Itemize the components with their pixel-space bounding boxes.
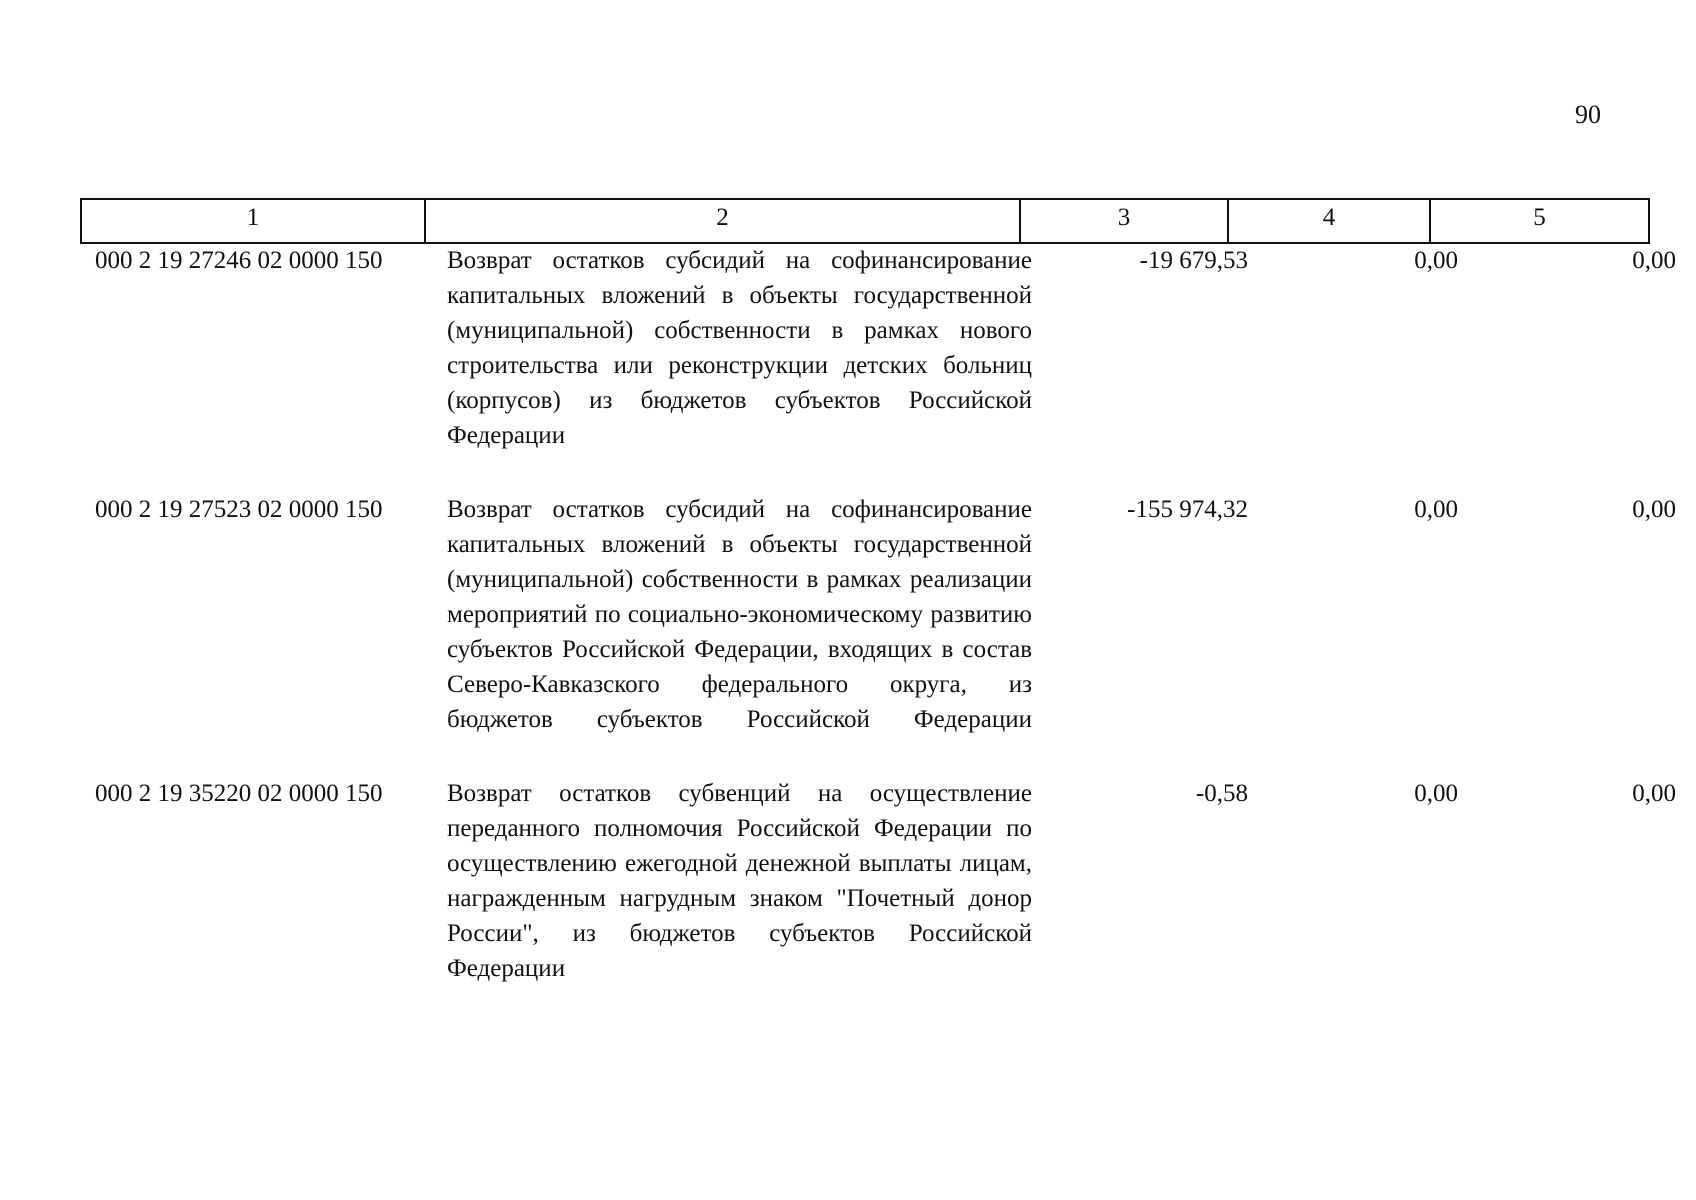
page-number: 90: [1575, 100, 1601, 129]
value-col4: 0,00: [1414, 780, 1458, 807]
value-col4: 0,00: [1414, 496, 1458, 523]
row-description: [435, 776, 1038, 1021]
budget-table: [80, 243, 1694, 1021]
description-text: Возврат остатков субсидий на софинансирование капитальных вложений в объекты государственной (муниципальной) собственности в рамках нового строительства или реконструкции детских больниц (корпусов) из бюджетов субъектов Российской Федерации: [447, 247, 1032, 449]
budget-code: 000 2 19 27246 02 0000 150: [95, 247, 383, 274]
budget-code: 000 2 19 27523 02 0000 150: [95, 496, 383, 523]
header-cell-1: 1: [80, 198, 426, 244]
row-description: [435, 492, 1038, 776]
description-text: Возврат остатков субсидий на софинансирование капитальных вложений в объекты государственной (муниципальной) собственности в рамках реализации мероприятий по социально-экономическому развитию субъектов Российской Федерации, входящих в состав Северо-Кавказского федерального округа, из бюджетов субъектов Российской Федерации: [447, 496, 1032, 733]
header-cell-2: 2: [424, 198, 1021, 244]
value-col3: -19 679,53: [1139, 247, 1248, 274]
table-header-row: [80, 198, 1650, 244]
description-text: Возврат остатков субвенций на осуществление переданного полномочия Российской Федерации по осуществлению ежегодной денежной выплаты лицам, награжденным нагрудным знаком "Почетный донор России", из бюджетов субъектов Российской Федерации: [447, 780, 1032, 982]
row-description: [435, 243, 1038, 492]
table-row: [80, 243, 1694, 492]
value-col3: -155 974,32: [1127, 496, 1248, 523]
header-cell-5: 5: [1429, 198, 1650, 244]
header-cell-3: 3: [1019, 198, 1229, 244]
value-col4: 0,00: [1414, 247, 1458, 274]
table-row: [80, 776, 1694, 1021]
value-col3: -0,58: [1195, 780, 1248, 807]
value-col5: 0,00: [1632, 247, 1676, 274]
budget-code: 000 2 19 35220 02 0000 150: [95, 780, 383, 807]
table-row: [80, 492, 1694, 776]
value-col5: 0,00: [1632, 780, 1676, 807]
value-col5: 0,00: [1632, 496, 1676, 523]
header-cell-4: 4: [1227, 198, 1431, 244]
